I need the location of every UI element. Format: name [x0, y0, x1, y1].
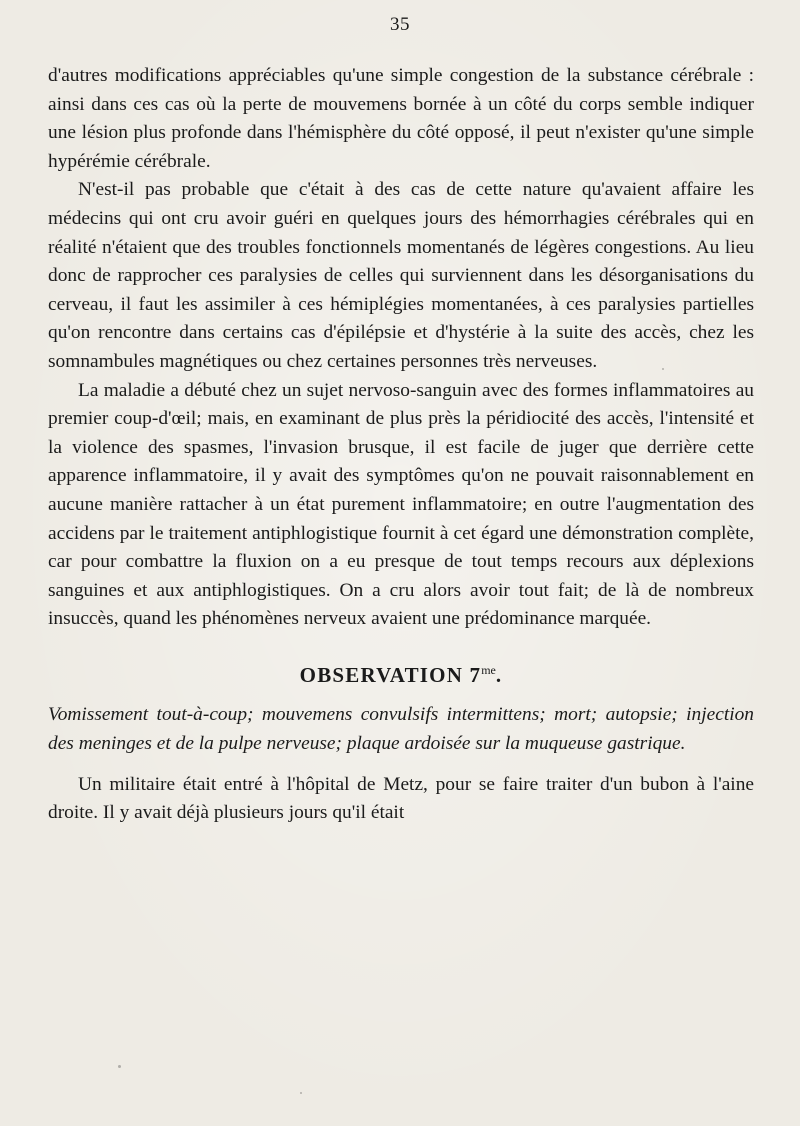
paper-speck [118, 1065, 121, 1068]
paragraph-continuation: d'autres modifications appréciables qu'une simple congestion de la substance cérébrale : ainsi dans ces cas où la perte de mouvemens bornée à un côté du corps semble indiquer une lésion plus profonde dans l'hémisphère du côté opposé, il peut n'exister qu'une simple hypérémie cérébrale. [48, 65, 754, 172]
body-text [48, 62, 754, 828]
paragraph-disease-course: La maladie a débuté chez un sujet nervoso-sanguin avec des formes inflammatoires au premier coup-d'œil; mais, en examinant de plus près la péridiocité des accès, l'intensité et la violence des spasmes, l'invasion brusque, il est facile de juger que derrière cette apparence inflammatoire, il y avait des symptômes qu'on ne pouvait raisonnablement en aucune manière rattacher à un état purement inflammatoire; en outre l'augmentation des accidens par le traitement antiphlogistique fournit à cet égard une démonstration complète, car pour combattre la fluxion on a eu presque de tout temps recours aux déplexions sanguines et aux antiphlogistiques. On a cru alors avoir tout fait; de là de nombreux insuccès, quand les phénomènes nerveux avaient une prédominance marquée. [48, 379, 754, 630]
observation-period: . [495, 662, 503, 687]
observation-summary: Vomissement tout-à-coup; mouvemens convulsifs intermittens; mort; autopsie; injection des meninges et de la pulpe nerveuse; plaque ardoisée sur la muqueuse gastrique. [48, 704, 754, 755]
observation-ordinal-suffix: me [481, 662, 496, 677]
page-number: 35 [390, 14, 410, 35]
observation-title: OBSERVATION 7 [299, 662, 482, 687]
paragraph-case-start: Un militaire était entré à l'hôpital de Metz, pour se faire traiter d'un bubon à l'aine droite. Il y avait déjà plusieurs jours qu'il était [48, 773, 754, 824]
paragraph-hypothesis: N'est-il pas probable que c'était à des cas de cette nature qu'avaient affaire les médecins qui ont cru avoir guéri en quelques jours des hémorrhagies cérébrales qui en réalité n'étaient que des troubles fonctionnels momentanés de légères congestions. Au lieu donc de rapprocher ces paralysies de celles qui surviennent dans les désorganisations du cerveau, il faut les assimiler à ces hémiplégies momentanées, à ces paralysies partielles qu'on rencontre dans certains cas d'épilépsie et d'hystérie à la suite des accès, chez les somnambules magnétiques ou chez certaines personnes très nerveuses. [48, 179, 754, 372]
observation-heading [48, 656, 754, 690]
paper-speck [662, 368, 664, 370]
paper-speck [300, 1092, 302, 1094]
